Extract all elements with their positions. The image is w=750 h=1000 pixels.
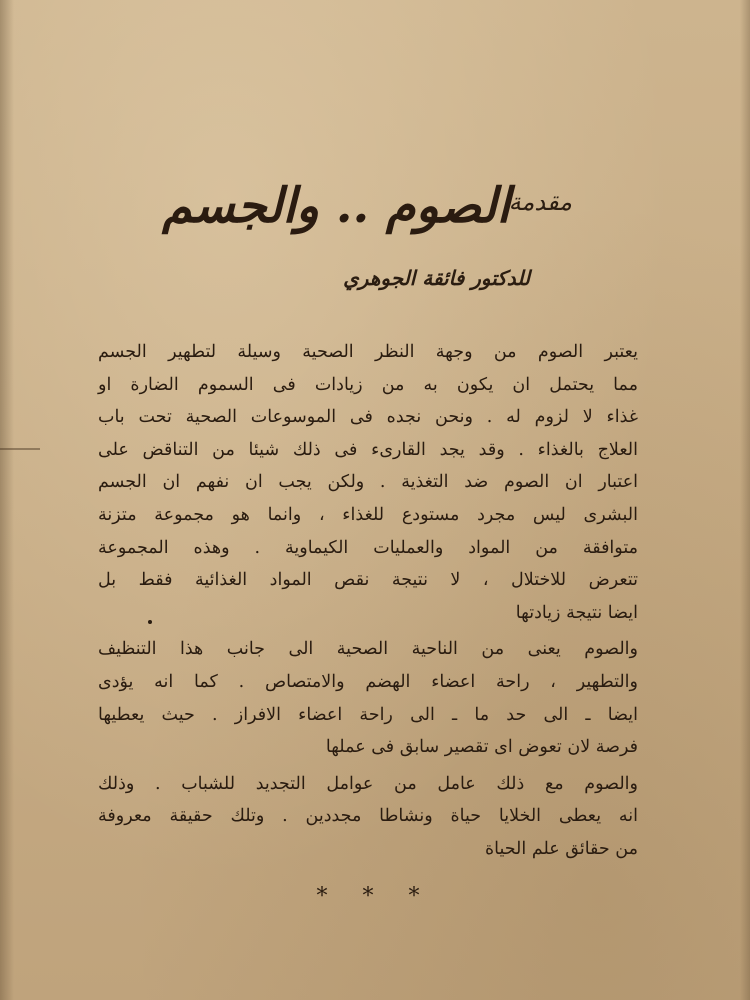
text-line: والتطهير ، راحة اعضاء الهضم والامتصاص . كما انه يؤدى <box>98 671 638 692</box>
article-header <box>140 168 580 308</box>
ink-dot <box>148 620 152 624</box>
article-title: الصوم .. والجسم <box>162 178 510 234</box>
text-line: يعتبر الصوم من وجهة النظر الصحية وسيلة لتطهير الجسم <box>98 342 638 362</box>
text-line: اعتبار ان الصوم ضد التغذية . ولكن يجب ان نفهم ان الجسم <box>98 472 638 493</box>
page-fold-mark <box>0 448 40 450</box>
text-line: العلاج بالغذاء . وقد يجد القارىء فى ذلك شيئا من التناقض على <box>98 439 638 460</box>
text-line: غذاء لا لزوم له . ونحن نجده فى الموسوعات الصحية تحت باب <box>98 407 638 428</box>
intro-label: مقدمة <box>508 188 572 216</box>
article-body <box>98 336 638 866</box>
text-line: ايضا نتيجة زيادتها <box>515 602 638 623</box>
text-line: من حقائق علم الحياة <box>484 838 638 859</box>
text-line: مما يحتمل ان يكون به من زيادات فى السموم الضارة او <box>98 374 638 395</box>
text-line: فرصة لان تعوض اى تقصير سابق فى عملها <box>325 737 638 758</box>
article-author: للدكتور فائقة الجوهري <box>343 266 530 290</box>
text-line: تتعرض للاختلال ، لا نتيجة نقص المواد الغذائية فقط بل <box>98 570 638 591</box>
text-line: البشرى ليس مجرد مستودع للغذاء ، وانما هو مجموعة متزنة <box>98 504 638 525</box>
page-right-edge-shadow <box>740 0 750 1000</box>
text-line: انه يعطى الخلايا حياة ونشاطا مجددين . وتلك حقيقة معروفة <box>98 806 638 827</box>
text-line: والصوم مع ذلك عامل من عوامل التجديد للشباب . وذلك <box>98 773 638 794</box>
text-line: متوافقة من المواد والعمليات الكيماوية . وهذه المجموعة <box>98 537 638 558</box>
text-line: ايضا ـ الى حد ما ـ الى راحة اعضاء الافراز . حيث يعطيها <box>98 704 638 725</box>
page-left-edge-shadow <box>0 0 14 1000</box>
section-end-ornament: * * * <box>316 884 434 909</box>
text-line: والصوم يعنى من الناحية الصحية الى جانب هذا التنظيف <box>98 639 638 660</box>
